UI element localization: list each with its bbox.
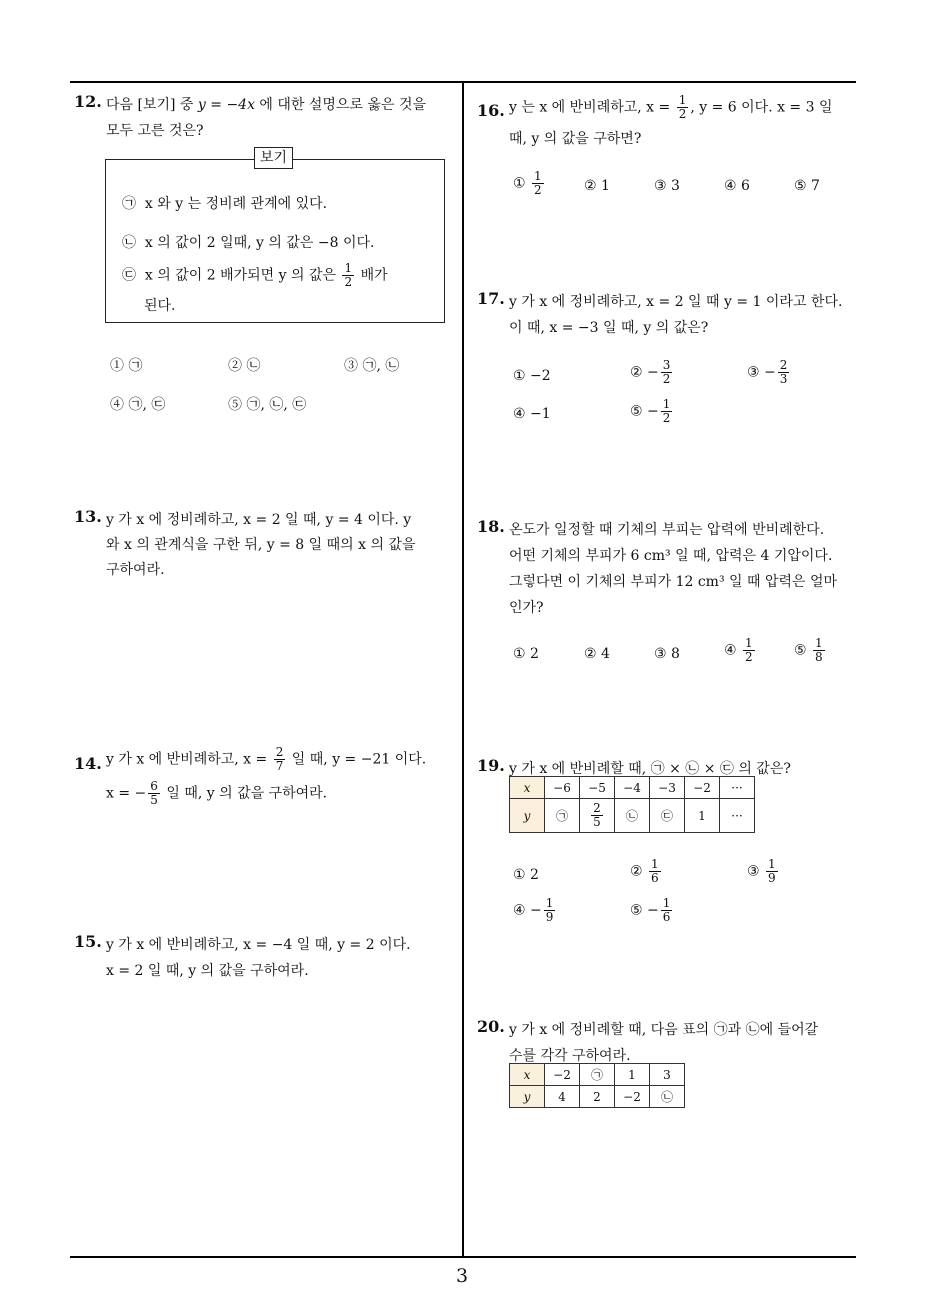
question-number: 17. xyxy=(477,289,505,308)
choice-3[interactable] xyxy=(747,359,791,386)
table-header-y: y xyxy=(510,1086,545,1108)
choice-1[interactable]: ① ㉠ xyxy=(110,358,143,374)
question-number: 12. xyxy=(74,92,102,111)
question-text: 때, y 의 값을 구하면? xyxy=(509,131,642,147)
choice-5[interactable] xyxy=(630,398,674,425)
question-number: 15. xyxy=(74,932,102,951)
choice-4[interactable]: ④ −1 xyxy=(513,406,551,422)
question-text-part: 일 때, y 의 값을 구하여라. xyxy=(166,785,328,802)
denominator: 2 xyxy=(678,107,687,121)
question-text xyxy=(106,780,327,807)
table-row-y xyxy=(510,1086,685,1108)
fraction xyxy=(274,746,286,773)
table-cell: −4 xyxy=(615,777,650,799)
choice-1[interactable]: ① 2 xyxy=(513,867,539,883)
choice-mark: ⑤ − xyxy=(630,902,659,919)
question-number: 14. xyxy=(74,754,102,773)
question-text-part: y 가 x 에 반비례하고, x = xyxy=(106,751,268,768)
question-text: x = 2 일 때, y 의 값을 구하여라. xyxy=(106,963,309,979)
fraction xyxy=(778,359,790,386)
table-cell: −2 xyxy=(545,1064,580,1086)
table-header-x: x xyxy=(510,777,545,799)
table-cell: ㉡ xyxy=(615,799,650,833)
fraction xyxy=(544,897,556,924)
choice-mark: ① xyxy=(513,175,526,192)
table-row-y xyxy=(510,799,755,833)
choice-2[interactable] xyxy=(630,858,663,885)
table-cell: −2 xyxy=(685,777,720,799)
choice-mark: ④ − xyxy=(513,902,542,919)
choice-mark: ④ xyxy=(724,642,737,659)
table-cell: ㉠ xyxy=(580,1064,615,1086)
question-text-part: 다음 [보기] 중 xyxy=(106,97,198,113)
choice-5[interactable] xyxy=(630,897,674,924)
item-text: 배가 xyxy=(360,267,388,284)
choice-5[interactable]: ⑤ ㉠, ㉡, ㉢ xyxy=(228,397,307,413)
question-text-part: x = − xyxy=(106,785,147,802)
fraction xyxy=(661,359,673,386)
question-text: 어떤 기체의 부피가 6 cm³ 일 때, 압력은 4 기압이다. xyxy=(509,548,833,564)
numerator: 1 xyxy=(545,896,554,910)
table-cell: −3 xyxy=(650,777,685,799)
question-text-part: 일 때, y = −21 이다. xyxy=(291,751,427,768)
choice-2[interactable] xyxy=(630,359,674,386)
question-number: 19. xyxy=(477,756,505,775)
numerator: 1 xyxy=(662,397,671,411)
fraction xyxy=(532,170,544,197)
denominator: 2 xyxy=(344,275,353,289)
numerator: 6 xyxy=(150,779,158,793)
table-cell: 4 xyxy=(545,1086,580,1108)
choice-mark: ③ xyxy=(747,863,760,880)
bogi-item-3-cont: 된다. xyxy=(144,298,176,314)
choice-4[interactable] xyxy=(724,637,757,664)
choice-mark: ③ − xyxy=(747,364,776,381)
choice-mark: ⑤ xyxy=(794,642,807,659)
question-text xyxy=(106,94,426,114)
choice-1[interactable] xyxy=(513,170,546,197)
question-text: 모두 고른 것은? xyxy=(106,123,204,139)
question-text: y 가 x 에 정비례할 때, 다음 표의 ㉠과 ㉡에 들어갈 xyxy=(509,1022,819,1038)
question-text: 인가? xyxy=(509,600,544,616)
question-text-part: y 는 x 에 반비례하고, x = xyxy=(509,99,671,116)
bogi-item-2 xyxy=(122,232,374,252)
choice-2[interactable]: ② 4 xyxy=(584,646,610,662)
question-number: 13. xyxy=(74,507,102,526)
denominator: 7 xyxy=(275,759,284,773)
denominator: 5 xyxy=(593,815,601,829)
fraction xyxy=(342,262,354,289)
numerator: 3 xyxy=(662,358,671,372)
fraction xyxy=(661,897,673,924)
question-text: 수를 각각 구하여라. xyxy=(509,1048,631,1064)
table-cell xyxy=(580,799,615,833)
choice-4[interactable]: ④ 6 xyxy=(724,178,750,194)
denominator: 6 xyxy=(651,871,659,885)
question-text: 구하여라. xyxy=(106,562,165,578)
question-number: 18. xyxy=(477,517,505,536)
value-table xyxy=(509,776,755,833)
table-cell: ㉡ xyxy=(650,1086,685,1108)
question-number: 16. xyxy=(477,101,505,120)
table-cell: −5 xyxy=(580,777,615,799)
fraction xyxy=(677,94,689,121)
table-cell: ㉢ xyxy=(650,799,685,833)
item-text: x 의 값이 2 배가되면 y 의 값은 xyxy=(144,267,337,284)
question-number: 20. xyxy=(477,1017,505,1036)
denominator: 6 xyxy=(662,910,671,924)
choice-4[interactable] xyxy=(513,897,557,924)
fraction xyxy=(813,637,825,664)
bogi-label: 보기 xyxy=(254,147,293,169)
choice-1[interactable]: ① −2 xyxy=(513,368,551,384)
fraction xyxy=(148,780,160,807)
choice-1[interactable]: ① 2 xyxy=(513,646,539,662)
column-divider xyxy=(462,82,464,1258)
choice-3[interactable]: ③ 3 xyxy=(654,178,680,194)
question-text: y 가 x 에 반비례할 때, ㉠ × ㉡ × ㉢ 의 값은? xyxy=(509,761,791,777)
question-text: y 가 x 에 반비례하고, x = −4 일 때, y = 2 이다. xyxy=(106,937,411,953)
choice-2[interactable]: ② 1 xyxy=(584,178,610,194)
denominator: 9 xyxy=(545,910,554,924)
question-text: 이 때, x = −3 일 때, y 의 값은? xyxy=(509,320,709,336)
denominator: 8 xyxy=(815,650,823,664)
fraction xyxy=(591,802,603,829)
question-text xyxy=(509,94,833,121)
choice-mark: ⑤ − xyxy=(630,403,659,420)
choice-mark: ② xyxy=(630,863,643,880)
question-text-part: , y = 6 이다. x = 3 일 xyxy=(690,99,833,116)
denominator: 9 xyxy=(768,871,776,885)
choice-mark: ② − xyxy=(630,364,659,381)
denominator: 3 xyxy=(779,372,788,386)
numerator: 1 xyxy=(815,636,823,650)
choice-5[interactable] xyxy=(794,637,827,664)
numerator: 2 xyxy=(275,745,284,759)
table-header-y: y xyxy=(510,799,545,833)
question-text: 와 x 의 관계식을 구한 뒤, y = 8 일 때의 x 의 값을 xyxy=(106,537,416,553)
bogi-item-3 xyxy=(122,262,388,289)
table-header-x: x xyxy=(510,1064,545,1086)
question-text: y 가 x 에 정비례하고, x = 2 일 때, y = 4 이다. y xyxy=(106,512,412,528)
fraction xyxy=(661,398,673,425)
numerator: 1 xyxy=(768,857,776,871)
denominator: 2 xyxy=(662,411,671,425)
fraction xyxy=(766,858,778,885)
numerator: 1 xyxy=(662,896,671,910)
numerator: 1 xyxy=(745,636,753,650)
table-cell: 1 xyxy=(615,1064,650,1086)
table-row-x xyxy=(510,777,755,799)
item-mark: ㉠ xyxy=(122,196,136,212)
numerator: 1 xyxy=(678,93,687,107)
choice-2[interactable]: ② ㉡ xyxy=(228,358,261,374)
denominator: 2 xyxy=(745,650,753,664)
equation: y = −4x xyxy=(197,97,255,113)
table-cell: ㉠ xyxy=(545,799,580,833)
item-text: x 와 y 는 정비례 관계에 있다. xyxy=(144,196,328,212)
denominator: 5 xyxy=(150,793,158,807)
page-number: 3 xyxy=(456,1265,469,1287)
table-cell: 1 xyxy=(685,799,720,833)
item-text: x 의 값이 2 일때, y 의 값은 −8 이다. xyxy=(144,235,375,251)
choice-3[interactable]: ③ ㉠, ㉡ xyxy=(344,358,400,374)
question-text: y 가 x 에 정비례하고, x = 2 일 때 y = 1 이라고 한다. xyxy=(509,294,843,310)
denominator: 2 xyxy=(534,183,542,197)
numerator: 2 xyxy=(593,801,601,815)
numerator: 1 xyxy=(651,857,659,871)
choice-3[interactable] xyxy=(747,858,780,885)
choice-5[interactable]: ⑤ 7 xyxy=(794,178,820,194)
question-text: 그렇다면 이 기체의 부피가 12 cm³ 일 때 압력은 얼마 xyxy=(509,574,838,590)
question-text-part: 에 대한 설명으로 옳은 것을 xyxy=(254,97,426,113)
denominator: 2 xyxy=(662,372,671,386)
table-cell: −6 xyxy=(545,777,580,799)
numerator: 1 xyxy=(344,261,353,275)
question-text: 온도가 일정할 때 기체의 부피는 압력에 반비례한다. xyxy=(509,522,825,538)
table-row-x xyxy=(510,1064,685,1086)
table-cell: ··· xyxy=(720,799,755,833)
choice-3[interactable]: ③ 8 xyxy=(654,646,680,662)
numerator: 1 xyxy=(534,169,542,183)
bogi-item-1 xyxy=(122,193,327,213)
question-text xyxy=(106,746,426,773)
table-cell: ··· xyxy=(720,777,755,799)
fraction xyxy=(649,858,661,885)
table-cell: 2 xyxy=(580,1086,615,1108)
numerator: 2 xyxy=(779,358,788,372)
item-mark: ㉢ xyxy=(122,267,136,284)
value-table xyxy=(509,1063,685,1108)
fraction xyxy=(743,637,755,664)
bottom-rule xyxy=(70,1256,856,1258)
choice-4[interactable]: ④ ㉠, ㉢ xyxy=(110,397,166,413)
item-mark: ㉡ xyxy=(122,235,136,251)
table-cell: −2 xyxy=(615,1086,650,1108)
table-cell: 3 xyxy=(650,1064,685,1086)
